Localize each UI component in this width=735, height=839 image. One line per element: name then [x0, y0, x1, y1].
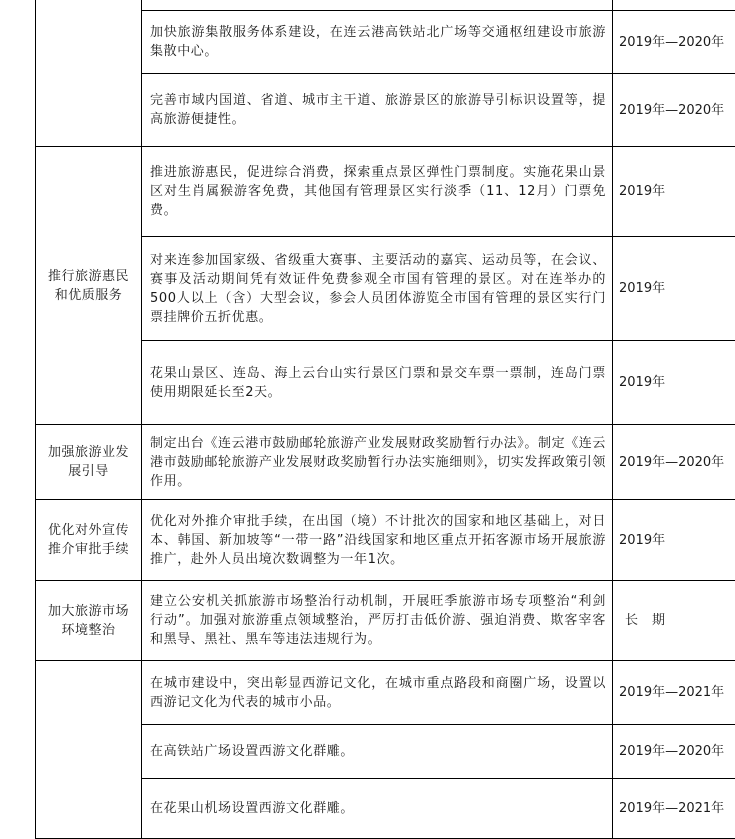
task-cell: 推进旅游惠民，促进综合消费，探索重点景区弹性门票制度。实施花果山景区对生肖属猴游客免费，其他国有管理景区实行淡季（11、12月）门票免费。	[142, 147, 613, 237]
table-body	[36, 0, 735, 839]
table-row	[36, 661, 735, 725]
task-cell: 优化对外推介审批手续，在出国（境）不计批次的国家和地区基础上，对日本、韩国、新加坡等“一带一路”沿线国家和地区重点开拓客源市场开展旅游推广，赴外人员出境次数调整为一年1次。	[142, 500, 613, 581]
time-cell: 2019年—2020年	[613, 11, 735, 74]
task-cell: 花果山景区、连岛、海上云台山实行景区门票和景交车票一票制，连岛门票使用期限延长至2天。	[142, 341, 613, 425]
task-cell: 制定出台《连云港市鼓励邮轮旅游产业发展财政奖励暂行办法》。制定《连云港市鼓励邮轮旅游产业发展财政奖励暂行办法实施细则》，切实发挥政策引领作用。	[142, 425, 613, 500]
category-cell	[36, 0, 142, 147]
category-cell: 优化对外宣传推介审批手续	[36, 500, 142, 581]
task-cell: 对来连参加国家级、省级重大赛事、主要活动的嘉宾、运动员等，在会议、赛事及活动期间凭有效证件免费参观全市国有管理的景区。对在连举办的500人以上（含）大型会议，参会人员团体游览全市国有管理的景区实行门票挂牌价五折优惠。	[142, 237, 613, 341]
time-cell: 长期	[613, 581, 735, 661]
time-cell: 2019年	[613, 147, 735, 237]
policy-table	[35, 0, 735, 839]
table-row	[36, 425, 735, 500]
task-cell: 在花果山机场设置西游文化群雕。	[142, 779, 613, 839]
task-cell: 加快旅游集散服务体系建设，在连云港高铁站北广场等交通枢纽建设市旅游集散中心。	[142, 11, 613, 74]
time-cell: 2019年	[613, 341, 735, 425]
task-cell: 完善市域内国道、省道、城市主干道、旅游景区的旅游导引标识设置等，提高旅游便捷性。	[142, 74, 613, 147]
table-row	[36, 0, 735, 11]
category-cell: 推行旅游惠民和优质服务	[36, 147, 142, 425]
task-cell	[142, 0, 613, 11]
category-cell: 加大旅游市场环境整治	[36, 581, 142, 661]
time-cell: 2019年	[613, 237, 735, 341]
table-row	[36, 581, 735, 661]
time-cell: 2019年—2021年	[613, 779, 735, 839]
category-cell: 加强旅游业发展引导	[36, 425, 142, 500]
task-cell: 在高铁站广场设置西游文化群雕。	[142, 725, 613, 779]
task-cell: 在城市建设中，突出彰显西游记文化，在城市重点路段和商圈广场，设置以西游记文化为代表的城市小品。	[142, 661, 613, 725]
task-cell: 建立公安机关抓旅游市场整治行动机制，开展旺季旅游市场专项整治“利剑行动”。加强对旅游重点领域整治，严厉打击低价游、强迫消费、欺客宰客和黑导、黑社、黑车等违法违规行为。	[142, 581, 613, 661]
time-cell: 2019年—2021年	[613, 661, 735, 725]
time-cell: 2019年	[613, 500, 735, 581]
time-cell: 2019年—2020年	[613, 74, 735, 147]
table-row	[36, 500, 735, 581]
time-cell: 2019年—2020年	[613, 425, 735, 500]
table-row	[36, 147, 735, 237]
time-cell	[613, 0, 735, 11]
category-cell	[36, 661, 142, 839]
time-cell: 2019年—2020年	[613, 725, 735, 779]
